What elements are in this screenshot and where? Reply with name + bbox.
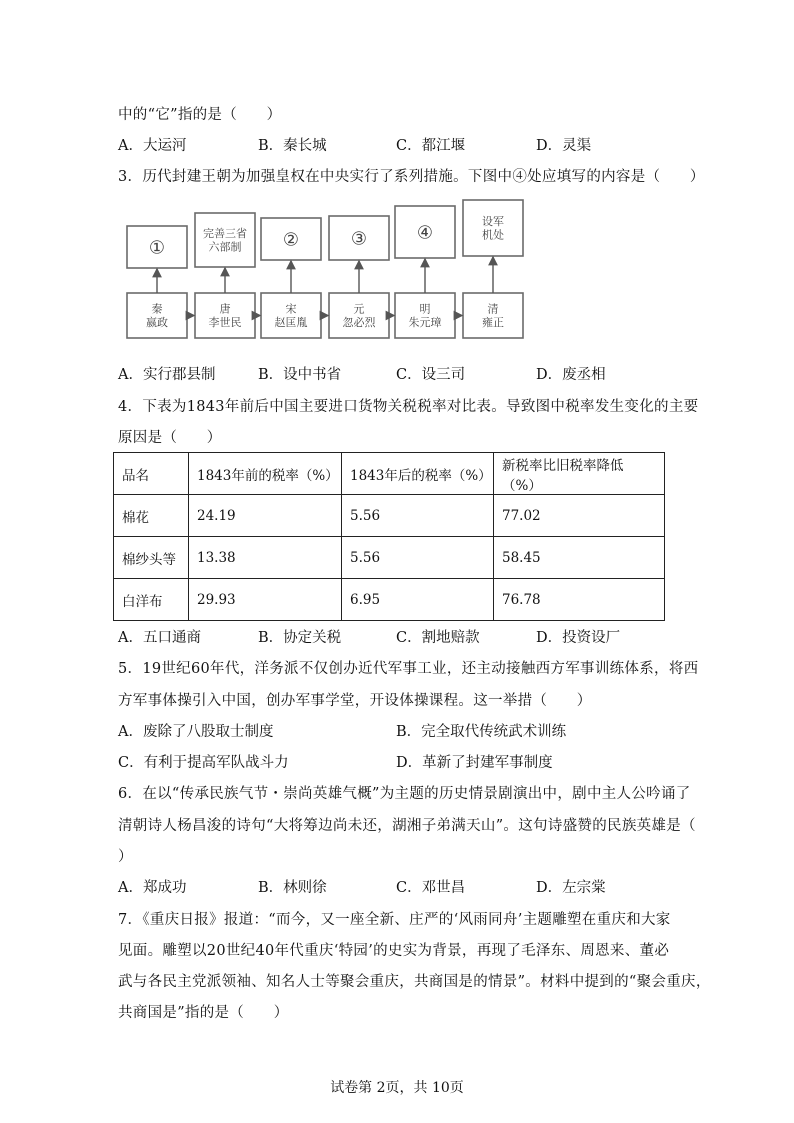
diagram-bottom-3-label: 宋赵匡胤 <box>274 302 308 330</box>
q7-stem-line2: 见面。雕塑以20世纪40年代重庆‘特园’的史实为背景，再现了毛泽东、周恩来、董必 <box>118 943 670 959</box>
table-row <box>114 537 665 579</box>
q4-option-b: B．协定关税 <box>258 630 342 646</box>
table-row <box>114 579 665 621</box>
diagram-bottom-4-label: 元忽必烈 <box>342 302 376 330</box>
q6-stem-line3: ） <box>118 849 133 865</box>
table-cell: 白洋布 <box>114 579 189 621</box>
diagram-top-6-label: 设军机处 <box>482 214 504 242</box>
table-header-row <box>114 453 665 495</box>
q7-stem-line3: 武与各民主党派领袖、知名人士等聚会重庆，共商国是的情景”。材料中提到的“聚会重庆， <box>118 974 711 990</box>
table-cell: 77.02 <box>494 495 665 537</box>
table-header-cell: 1843年前的税率（%） <box>189 453 342 495</box>
table-header-cell: 1843年后的税率（%） <box>342 453 494 495</box>
table-cell: 5.56 <box>342 495 494 537</box>
table-cell: 13.38 <box>189 537 342 579</box>
q3-option-c: C．设三司 <box>396 367 466 383</box>
diagram-bottom-5-label: 明朱元璋 <box>408 302 442 330</box>
q4-stem-line2: 原因是（ ） <box>118 430 222 446</box>
table-cell: 76.78 <box>494 579 665 621</box>
table-cell: 5.56 <box>342 537 494 579</box>
q4-stem-line1: 4．下表为1843年前后中国主要进口货物关税税率对比表。导致图中税率发生变化的主要 <box>118 399 699 415</box>
q6-option-b: B．林则徐 <box>258 880 327 896</box>
q6-stem-line1: 6．在以“传承民族气节・崇尚英雄气概”为主题的历史情景剧演出中，剧中主人公吟诵了 <box>118 786 691 802</box>
q3-option-a: A．实行郡县制 <box>118 367 216 383</box>
q4-option-c: C．割地赔款 <box>396 630 480 646</box>
q6-option-c: C．邓世昌 <box>396 880 466 896</box>
diagram-top-3-label: ② <box>282 229 300 251</box>
q6-option-d: D．左宗棠 <box>536 880 606 896</box>
q6-stem-line2: 清朝诗人杨昌浚的诗句“大将筹边尚未还，湖湘子弟满天山”。这句诗盛赞的民族英雄是（ <box>118 818 696 834</box>
q2-stem-tail: 中的“它”指的是（ ） <box>118 107 282 123</box>
q2-option-d: D．灵渠 <box>536 138 592 154</box>
q2-option-b: B．秦长城 <box>258 138 327 154</box>
q4-tariff-table <box>113 452 665 621</box>
q6-option-a: A．郑成功 <box>118 880 187 896</box>
table-cell: 24.19 <box>189 495 342 537</box>
diagram-bottom-1-label: 秦嬴政 <box>146 302 168 330</box>
table-row <box>114 495 665 537</box>
table-header-cell: 新税率比旧税率降低（%） <box>494 453 665 495</box>
diagram-top-2-label: 完善三省六部制 <box>203 226 247 254</box>
q3-option-d: D．废丞相 <box>536 367 606 383</box>
diagram-top-4-label: ③ <box>350 228 368 250</box>
q4-option-d: D．投资设厂 <box>536 630 621 646</box>
table-cell: 58.45 <box>494 537 665 579</box>
q3-dynasty-diagram <box>125 198 540 343</box>
q5-option-b: B．完全取代传统武术训练 <box>396 724 567 740</box>
diagram-top-5-label: ④ <box>416 222 434 244</box>
q7-stem-line4: 共商国是”指的是（ ） <box>118 1005 289 1021</box>
q7-stem-line1: 7．《重庆日报》报道：“而今，又一座全新、庄严的‘风雨同舟’主题雕塑在重庆和大家 <box>118 912 671 928</box>
q5-stem-line1: 5．19世纪60年代，洋务派不仅创办近代军事工业，还主动接触西方军事训练体系，将西 <box>118 661 699 677</box>
table-header-cell: 品名 <box>114 453 189 495</box>
q2-option-c: C．都江堰 <box>396 138 466 154</box>
q3-option-b: B．设中书省 <box>258 367 342 383</box>
q5-stem-line2: 方军事体操引入中国，创办军事学堂，开设体操课程。这一举措（ ） <box>118 693 592 709</box>
table-cell: 棉纱头等 <box>114 537 189 579</box>
q3-stem: 3．历代封建王朝为加强皇权在中央实行了系列措施。下图中④处应填写的内容是（ ） <box>118 169 705 185</box>
table-cell: 6.95 <box>342 579 494 621</box>
q5-option-a: A．废除了八股取士制度 <box>118 724 274 740</box>
q4-option-a: A．五口通商 <box>118 630 201 646</box>
diagram-bottom-2-label: 唐李世民 <box>208 302 242 330</box>
q5-option-c: C．有利于提高军队战斗力 <box>118 755 289 771</box>
q5-option-d: D．革新了封建军事制度 <box>396 755 553 771</box>
table-cell: 29.93 <box>189 579 342 621</box>
page-footer: 试卷第 2页，共 10页 <box>330 1080 464 1096</box>
q2-option-a: A．大运河 <box>118 138 187 154</box>
diagram-top-1-label: ① <box>148 237 166 259</box>
diagram-bottom-6-label: 清雍正 <box>482 302 504 330</box>
table-cell: 棉花 <box>114 495 189 537</box>
